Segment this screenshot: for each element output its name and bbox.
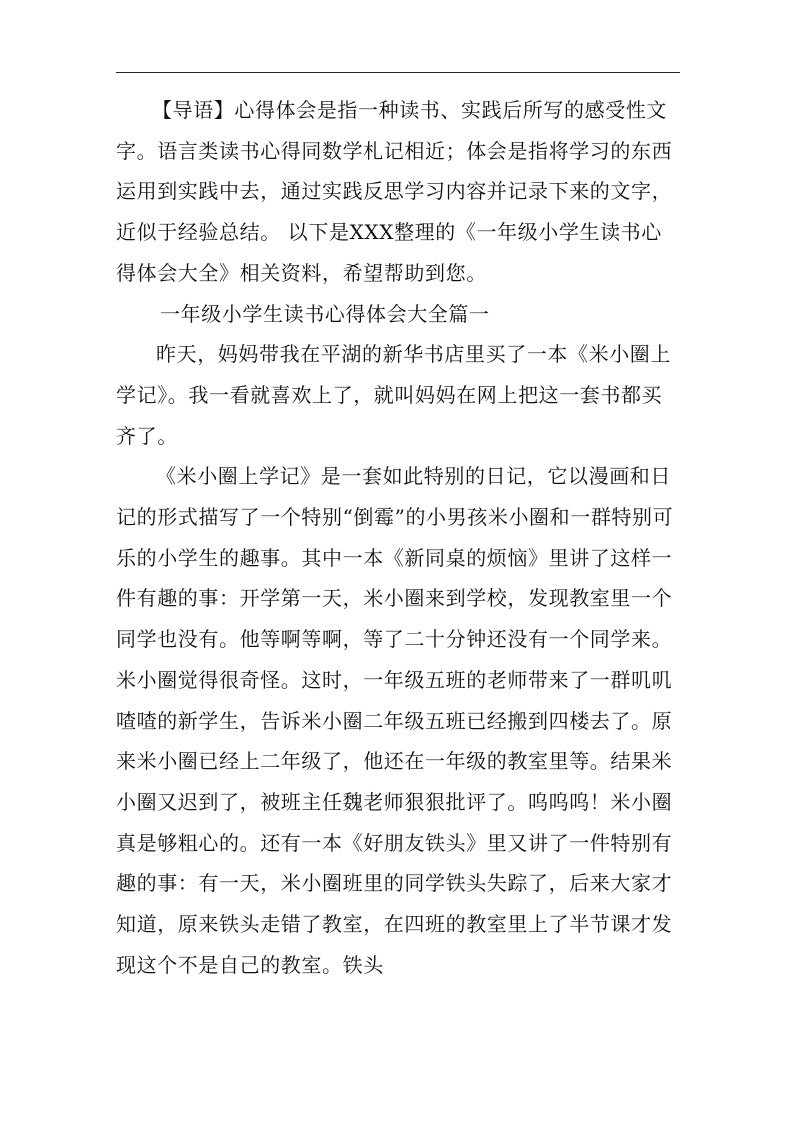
body-paragraph: 昨天，妈妈带我在平湖的新华书店里买了一本《米小圈上学记》。我一看就喜欢上了，就叫妈妈在网上把这一套书都买齐了。: [116, 342, 671, 448]
section-heading: 一年级小学生读书心得体会大全篇一: [160, 301, 490, 326]
document-body: [116, 90, 682, 985]
intro-paragraph: 【导语】心得体会是指一种读书、实践后所写的感受性文字。语言类读书心得同数学札记相近；体会是指将学习的东西运用到实践中去，通过实践反思学习内容并记录下来的文字，近似于经验总结。 以下是XXX整理的《一年级小学生读书心得体会大全》相关资料，希望帮助到您。: [116, 98, 673, 285]
header-rule: [116, 72, 680, 73]
body-paragraph: 《米小圈上学记》是一套如此特别的日记，它以漫画和日记的形式描写了一个特别“倒霉”的小男孩米小圈和一群特别可乐的小学生的趣事。其中一本《新同桌的烦恼》里讲了这样一件有趣的事：开学第一天，米小圈来到学校，发现教室里一个同学也没有。他等啊等啊，等了二十分钟还没有一个同学来。米小圈觉得很奇怪。这时，一年级五班的老师带来了一群叽叽喳喳的新学生，告诉米小圈二年级五班已经搬到四楼去了。原来米小圈已经上二年级了，他还在一年级的教室里等。结果米小圈又迟到了，被班主任魏老师狠狠批评了。呜呜呜！米小圈真是够粗心的。还有一本《好朋友铁头》里又讲了一件特别有趣的事：有一天，米小圈班里的同学铁头失踪了，后来大家才知道，原来铁头走错了教室，在四班的教室里上了半节课才发现这个不是自己的教室。铁头: [116, 464, 674, 977]
